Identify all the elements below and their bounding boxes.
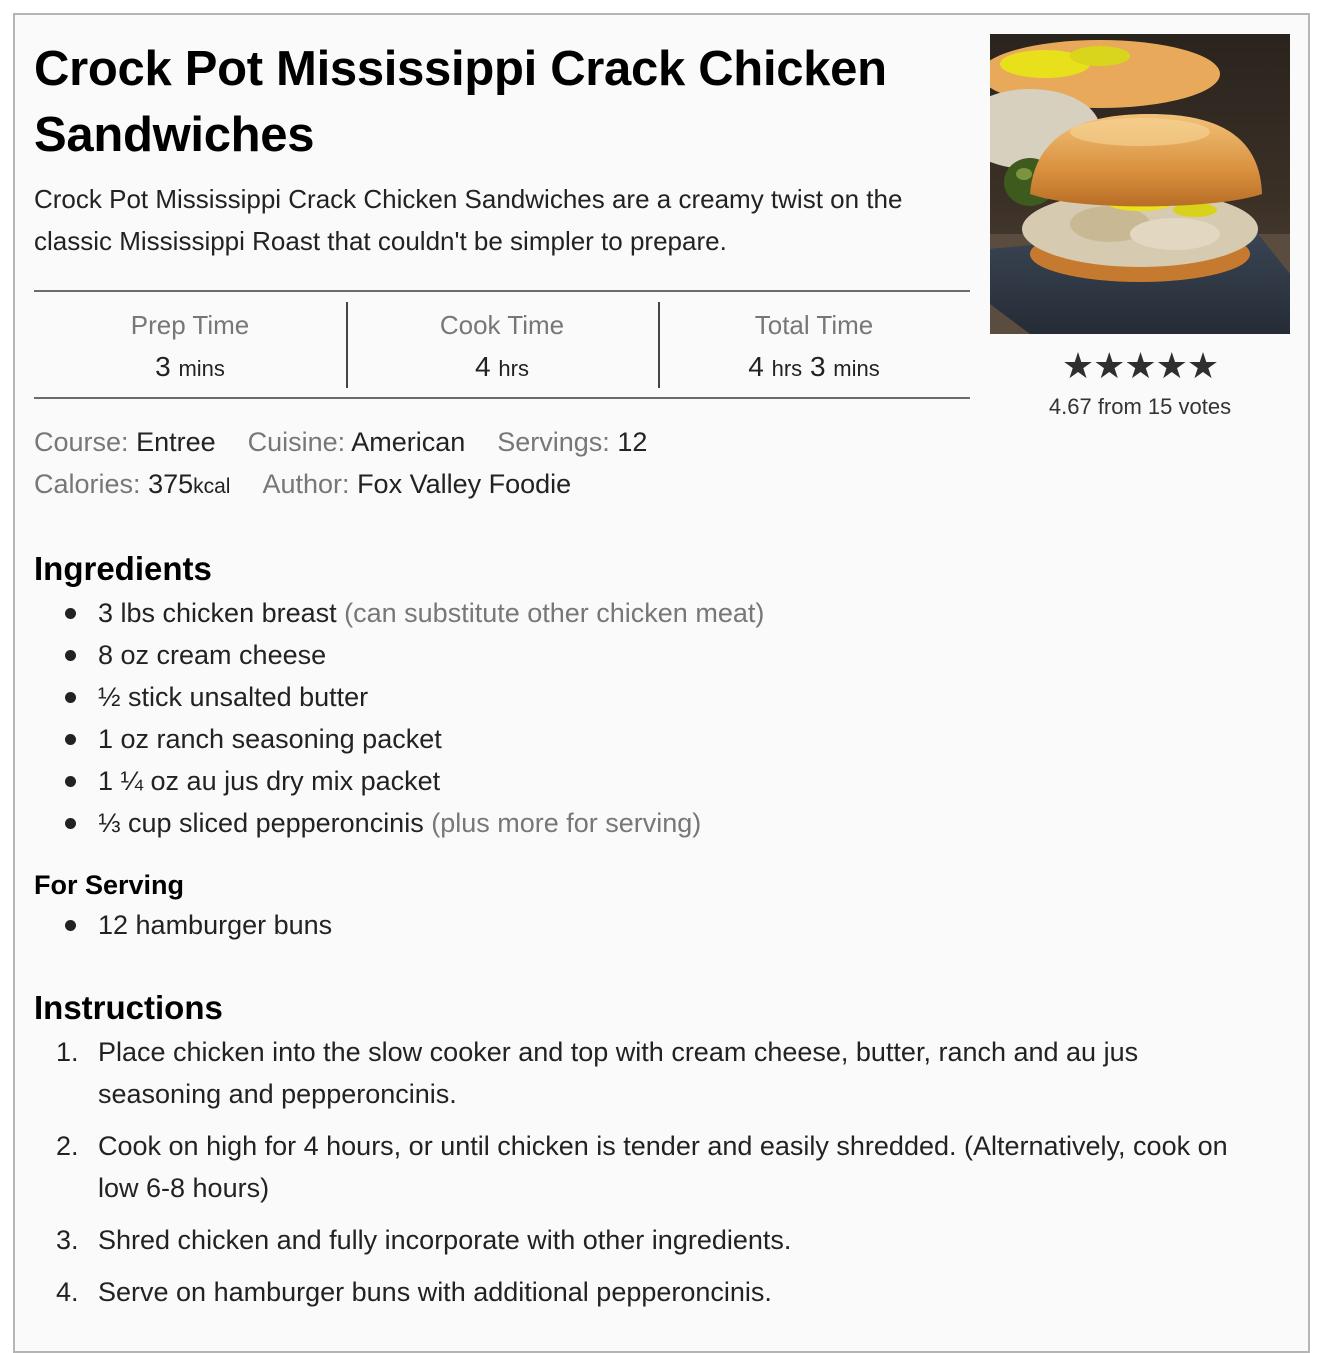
author-label: Author: <box>262 469 350 499</box>
cuisine-label: Cuisine: <box>247 427 346 457</box>
prep-time <box>34 292 346 397</box>
total-time-hours-unit: hrs <box>771 356 803 381</box>
total-time-minutes: 3 <box>809 351 826 382</box>
recipe-summary: Crock Pot Mississippi Crack Chicken Sandwiches are a creamy twist on the classic Mississippi Roast that couldn't be simpler to prepare. <box>34 184 903 256</box>
step-text: Shred chicken and fully incorporate with other ingredients. <box>98 1225 792 1255</box>
prep-time-value <box>34 350 346 386</box>
instruction-step <box>34 1271 1264 1313</box>
ingredient-item <box>34 760 764 802</box>
prep-time-label: Prep Time <box>130 310 250 340</box>
serving-item <box>34 904 332 946</box>
calories-value: 375 <box>148 469 194 499</box>
ingredient-text: ½ stick unsalted butter <box>98 682 369 712</box>
ingredient-item <box>34 718 764 760</box>
calories-unit: kcal <box>193 475 231 498</box>
meta-calories <box>34 466 230 505</box>
step-number: 2. <box>56 1131 79 1161</box>
ingredient-item <box>34 634 764 676</box>
prep-time-unit: mins <box>178 356 225 381</box>
ingredients-list <box>34 592 764 844</box>
meta-author <box>262 466 571 502</box>
recipe-title: Crock Pot Mississippi Crack Chicken Sandwiches <box>34 42 887 162</box>
course-label: Course: <box>34 427 129 457</box>
step-number: 4. <box>56 1277 79 1307</box>
bullet-dot <box>65 650 76 661</box>
step-text: Place chicken into the slow cooker and top with cream cheese, butter, ranch and au jus seasoning and pepperoncinis. <box>98 1037 1139 1109</box>
prep-time-amount: 3 <box>155 351 171 382</box>
cook-time-label: Cook Time <box>439 310 565 340</box>
course-value: Entree <box>136 427 216 457</box>
servings-label: Servings: <box>497 427 610 457</box>
calories-label: Calories: <box>34 469 141 499</box>
sandwich-image <box>990 34 1290 334</box>
total-time-label: Total Time <box>754 310 874 340</box>
bullet-dot <box>65 608 76 619</box>
for-serving-heading: For Serving <box>34 870 185 900</box>
step-number: 1. <box>56 1037 79 1067</box>
bullet-dot <box>65 920 76 931</box>
cuisine-value: American <box>351 427 466 457</box>
meta-row-1 <box>34 424 679 460</box>
ingredient-text: 8 oz cream cheese <box>98 640 327 670</box>
cook-time <box>346 292 658 397</box>
ingredient-note: (can substitute other chicken meat) <box>344 598 765 628</box>
instruction-step <box>34 1125 1264 1209</box>
cook-time-amount: 4 <box>475 351 491 382</box>
cook-time-value <box>346 350 658 386</box>
servings-value[interactable]: 12 <box>617 427 648 457</box>
meta-cuisine <box>248 424 466 460</box>
serving-text: 12 hamburger buns <box>98 910 333 940</box>
step-text: Serve on hamburger buns with additional pepperoncinis. <box>98 1277 772 1307</box>
ingredient-item <box>34 676 764 718</box>
bullet-dot <box>65 776 76 787</box>
serving-list <box>34 904 332 946</box>
instructions-heading: Instructions <box>34 989 223 1026</box>
step-text: Cook on high for 4 hours, or until chicken is tender and easily shredded. (Alternatively, cook on low 6-8 hours) <box>98 1131 1228 1203</box>
ingredient-text: ⅓ cup sliced pepperoncinis <box>98 808 424 838</box>
rating-votes: 4.67 from 15 votes <box>1048 394 1232 419</box>
ingredient-text: 3 lbs chicken breast <box>98 598 337 628</box>
author-value: Fox Valley Foodie <box>357 469 572 499</box>
total-time-hours: 4 <box>748 351 764 382</box>
cook-time-unit: hrs <box>498 356 529 381</box>
ingredient-item <box>34 802 764 844</box>
ingredient-text: 1 ¼ oz au jus dry mix packet <box>98 766 441 796</box>
bullet-dot <box>65 734 76 745</box>
total-time-value <box>658 350 970 386</box>
instruction-step <box>34 1219 1264 1261</box>
ingredient-note: (plus more for serving) <box>431 808 702 838</box>
total-time-minutes-unit: mins <box>833 356 880 381</box>
meta-course <box>34 424 216 460</box>
instructions-list <box>34 1031 1264 1323</box>
bullet-dot <box>65 692 76 703</box>
meta-servings <box>497 424 647 460</box>
rating-stars[interactable]: ★★★★★ <box>1061 345 1219 386</box>
ingredient-text: 1 oz ranch seasoning packet <box>98 724 442 754</box>
ingredient-item <box>34 592 764 634</box>
step-number: 3. <box>56 1225 79 1255</box>
total-time <box>658 292 970 397</box>
instruction-step <box>34 1031 1264 1115</box>
bullet-dot <box>65 818 76 829</box>
recipe-photo <box>990 34 1290 334</box>
meta-row-2 <box>34 466 603 505</box>
recipe-times <box>34 290 970 399</box>
ingredients-heading: Ingredients <box>34 550 212 587</box>
